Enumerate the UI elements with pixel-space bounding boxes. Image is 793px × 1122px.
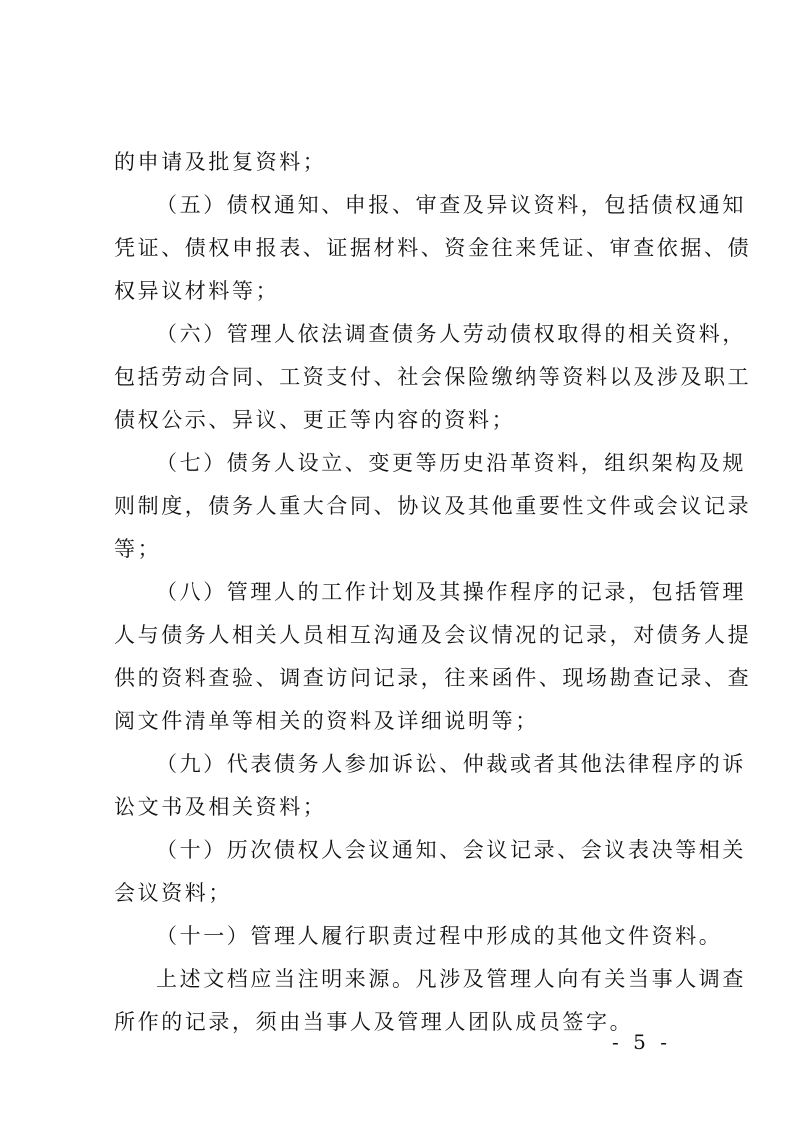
body-line: 讼文书及相关资料；	[114, 795, 327, 819]
body-line: 则制度，债务人重大合同、协议及其他重要性文件或会议记录	[114, 494, 752, 518]
body-line: （七）债务人设立、变更等历史沿革资料，组织架构及规	[156, 451, 746, 475]
body-line: 上述文档应当注明来源。凡涉及管理人向有关当事人调查	[156, 967, 746, 991]
body-line: 会议资料；	[114, 881, 232, 905]
body-line: 供的资料查验、调查访问记录，往来函件、现场勘查记录、查	[114, 666, 752, 690]
body-line: （十）历次债权人会议通知、会议记录、会议表决等相关	[156, 838, 746, 862]
body-line: 阅文件清单等相关的资料及详细说明等；	[114, 709, 539, 733]
document-body	[114, 141, 752, 1044]
body-line: 包括劳动合同、工资支付、社会保险缴纳等资料以及涉及职工	[114, 365, 752, 389]
body-line: 的申请及批复资料；	[114, 150, 327, 174]
body-line: （八）管理人的工作计划及其操作程序的记录，包括管理	[156, 580, 746, 604]
body-line: 权异议材料等；	[114, 279, 280, 303]
body-line: 凭证、债权申报表、证据材料、资金往来凭证、审查依据、债	[114, 236, 752, 260]
page-number: - 5 -	[612, 1030, 671, 1054]
body-line: （六）管理人依法调查债务人劳动债权取得的相关资料，	[156, 322, 746, 346]
body-line: 等；	[114, 537, 162, 561]
body-line: （五）债权通知、申报、审查及异议资料，包括债权通知	[156, 193, 746, 217]
body-line: （十一）管理人履行职责过程中形成的其他文件资料。	[156, 924, 723, 948]
body-line: 人与债务人相关人员相互沟通及会议情况的记录，对债务人提	[114, 623, 752, 647]
body-line: （九）代表债务人参加诉讼、仲裁或者其他法律程序的诉	[156, 752, 746, 776]
body-line: 债权公示、异议、更正等内容的资料；	[114, 408, 516, 432]
body-line: 所作的记录，须由当事人及管理人团队成员签字。	[114, 1010, 634, 1034]
